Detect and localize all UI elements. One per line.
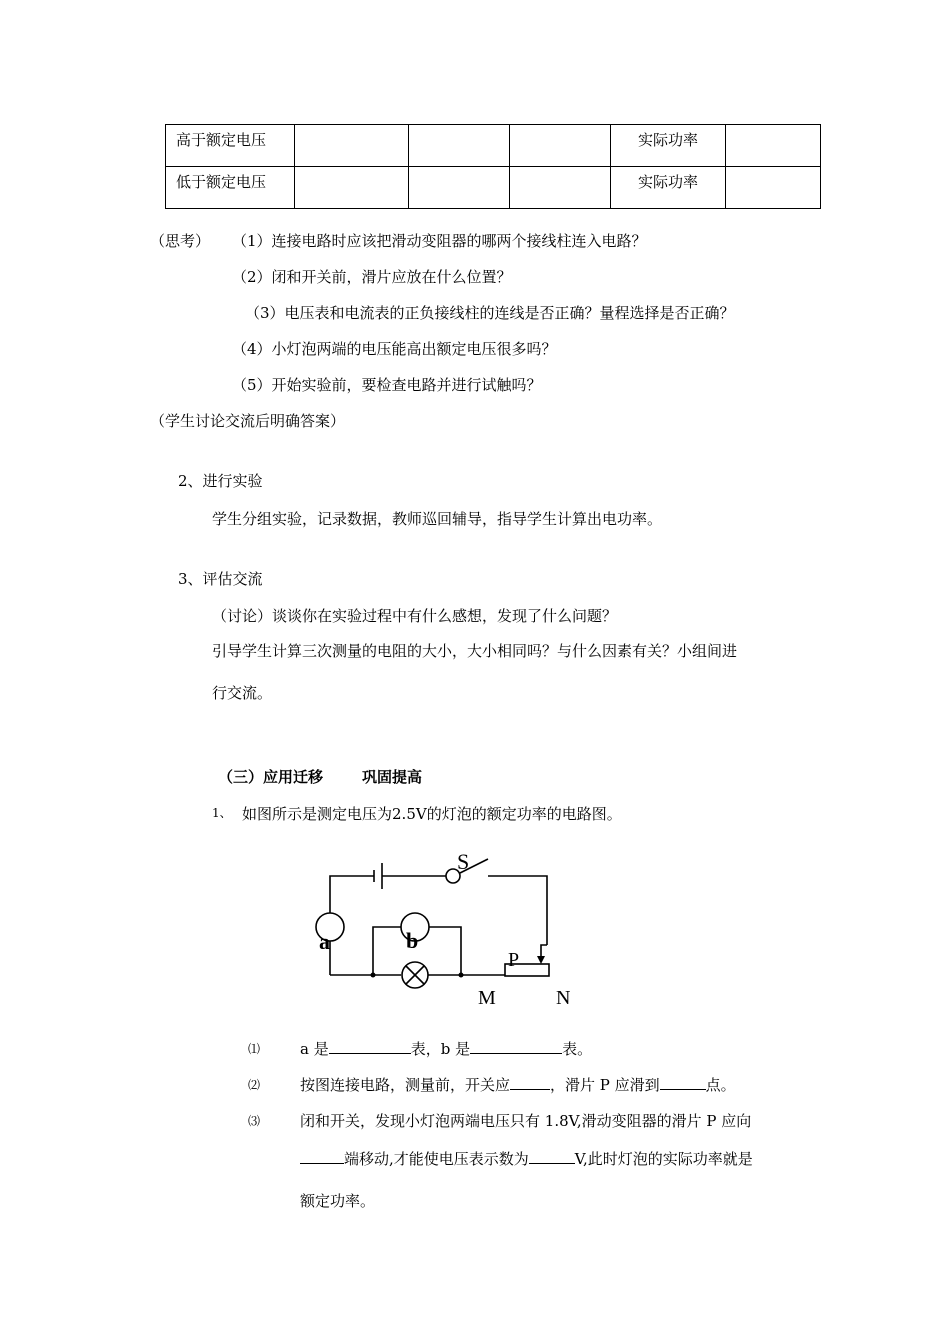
table-cell <box>409 167 510 209</box>
section3-title: 巩固提高 <box>362 768 423 786</box>
subq2-text-b: ，滑片 P 应滑到 <box>550 1076 660 1094</box>
subq3-line3: 额定功率。 <box>300 1192 376 1210</box>
answer-blank <box>300 1149 344 1164</box>
subq3-line1: 闭和开关，发现小灯泡两端电压只有 1.8V,滑动变阻器的滑片 P 应向 <box>300 1112 752 1130</box>
answer-blank <box>329 1039 411 1054</box>
subq2-number: ⑵ <box>248 1078 261 1092</box>
answer-blank <box>510 1075 550 1090</box>
subq2-line <box>300 1074 736 1095</box>
table-cell <box>295 167 409 209</box>
wire-right <box>488 876 547 945</box>
answer-blank <box>660 1075 706 1090</box>
section3-number: （三）应用迁移 <box>218 768 324 786</box>
power-label: 实际功率 <box>611 167 726 209</box>
table-cell <box>726 167 821 209</box>
think-q5: （5）开始实验前，要检查电路并进行试触吗？ <box>232 376 542 394</box>
subq1-text-a: a 是 <box>300 1040 329 1058</box>
junction-dot <box>459 973 464 978</box>
problem1-number: 1、 <box>212 806 232 820</box>
wire-branch-right <box>429 927 461 973</box>
step2-heading: 2、进行实验 <box>178 472 263 490</box>
row-label: 高于额定电压 <box>166 125 295 167</box>
table-cell <box>510 125 611 167</box>
answer-blank <box>529 1149 575 1164</box>
subq1-text-b: 表，b 是 <box>410 1040 471 1058</box>
power-label: 实际功率 <box>611 125 726 167</box>
table-cell <box>295 125 409 167</box>
table-cell <box>510 167 611 209</box>
label-p: P <box>508 949 520 971</box>
subq2-text-a: 按图连接电路，测量前，开关应 <box>300 1076 511 1094</box>
subq1-line <box>300 1038 592 1059</box>
think-q4: （4）小灯泡两端的电压能高出额定电压很多吗？ <box>232 340 557 358</box>
think-q2: （2）闭和开关前，滑片应放在什么位置？ <box>232 268 512 286</box>
table-row <box>166 125 821 167</box>
table-row <box>166 167 821 209</box>
step3-discuss: （讨论）谈谈你在实验过程中有什么感想，发现了什么问题？ <box>212 607 618 625</box>
label-a: a <box>319 929 330 954</box>
problem1-text: 如图所示是测定电压为2.5V的灯泡的额定功率的电路图。 <box>242 805 622 823</box>
label-s: S <box>457 849 470 874</box>
subq3-text-b: V,此时灯泡的实际功率就是 <box>574 1150 753 1168</box>
label-n: N <box>556 987 571 1009</box>
step3-guide-line1: 引导学生计算三次测量的电阻的大小，大小相同吗？与什么因素有关？小组间进 <box>212 642 738 660</box>
subq3-number: ⑶ <box>248 1114 261 1128</box>
step3-heading: 3、评估交流 <box>178 570 263 588</box>
wire-branch-left <box>373 927 401 973</box>
circuit-diagram <box>300 845 600 1015</box>
subq2-text-c: 点。 <box>705 1076 736 1094</box>
subq1-number: ⑴ <box>248 1042 261 1056</box>
step3-guide-line2: 行交流。 <box>212 684 273 702</box>
subq3-text-a: 端移动,才能使电压表示数为 <box>344 1150 529 1168</box>
row-label: 低于额定电压 <box>166 167 295 209</box>
table-cell <box>409 125 510 167</box>
discussion-note: （学生讨论交流后明确答案） <box>150 412 346 430</box>
subq1-text-c: 表。 <box>562 1040 593 1058</box>
answer-blank <box>470 1039 562 1054</box>
think-q3: （3）电压表和电流表的正负接线柱的连线是否正确？量程选择是否正确？ <box>245 304 735 322</box>
think-q1: （1）连接电路时应该把滑动变阻器的哪两个接线柱连入电路？ <box>232 232 647 250</box>
slider-arrow-icon <box>537 956 545 964</box>
label-b: b <box>406 928 419 953</box>
junction-dot <box>371 973 376 978</box>
measurement-table <box>165 124 821 209</box>
subq3-line2 <box>300 1148 753 1169</box>
think-prefix: （思考） <box>150 232 211 250</box>
label-m: M <box>478 987 496 1009</box>
table-cell <box>726 125 821 167</box>
step2-body: 学生分组实验，记录数据，教师巡回辅导，指导学生计算出电功率。 <box>212 510 663 528</box>
